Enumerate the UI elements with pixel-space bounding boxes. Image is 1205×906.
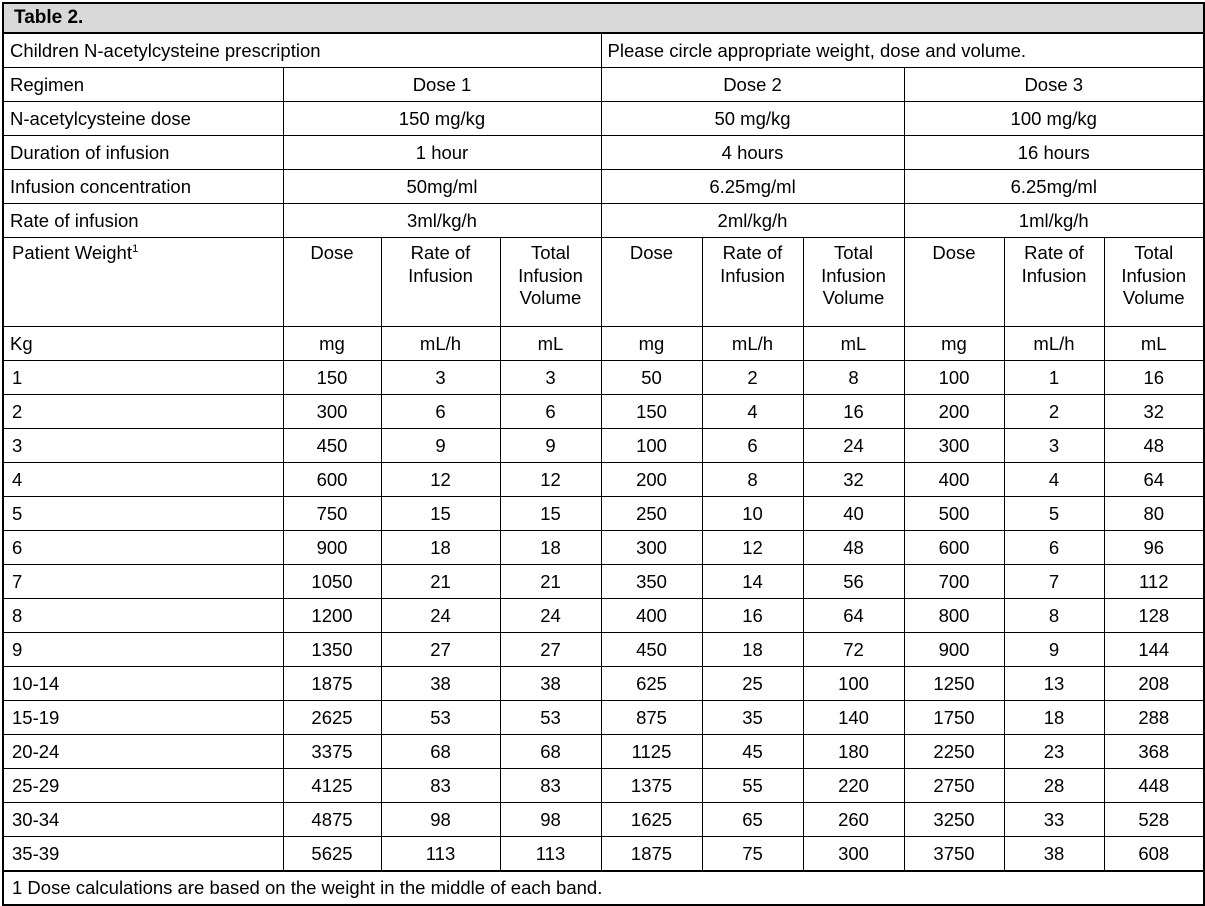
dose1-rate-cell: 98	[381, 803, 500, 837]
dose1-rate-header	[381, 238, 500, 327]
table-row	[3, 361, 1204, 395]
dose3-volume-cell: 144	[1104, 633, 1204, 667]
dose3-rate-header	[1004, 238, 1104, 327]
dose1-volume-cell: 98	[500, 803, 601, 837]
concentration-dose2: 6.25mg/ml	[601, 170, 904, 204]
patient-weight-cell: 30-34	[3, 803, 283, 837]
dose1-rate-cell: 6	[381, 395, 500, 429]
dose1-volume-header	[500, 238, 601, 327]
dose3-rate-cell: 23	[1004, 735, 1104, 769]
dose2-dose-cell: 350	[601, 565, 702, 599]
table-row	[3, 701, 1204, 735]
dose1-volume-unit: mL	[500, 327, 601, 361]
dose2-volume-cell: 16	[803, 395, 904, 429]
dose1-rate-cell: 24	[381, 599, 500, 633]
dose2-dose-cell: 50	[601, 361, 702, 395]
concentration-dose3: 6.25mg/ml	[904, 170, 1204, 204]
dose3-rate-cell: 7	[1004, 565, 1104, 599]
duration-dose3: 16 hours	[904, 136, 1204, 170]
dose3-volume-cell: 608	[1104, 837, 1204, 872]
dose1-volume-cell: 83	[500, 769, 601, 803]
volume-line-1: Total	[530, 242, 571, 263]
dose2-rate-cell: 45	[702, 735, 803, 769]
dose3-volume-cell: 368	[1104, 735, 1204, 769]
dose2-dose-cell: 250	[601, 497, 702, 531]
dose1-rate-cell: 3	[381, 361, 500, 395]
dose3-dose-cell: 900	[904, 633, 1004, 667]
patient-weight-cell: 4	[3, 463, 283, 497]
dose2-rate-cell: 75	[702, 837, 803, 872]
table-row	[3, 429, 1204, 463]
patient-weight-cell: 5	[3, 497, 283, 531]
patient-weight-cell: 1	[3, 361, 283, 395]
dose1-volume-cell: 113	[500, 837, 601, 872]
dose1-rate-cell: 113	[381, 837, 500, 872]
patient-weight-header	[3, 238, 283, 327]
dose1-dose-cell: 1350	[283, 633, 381, 667]
dose1-dose-cell: 1200	[283, 599, 381, 633]
dose3-volume-cell: 112	[1104, 565, 1204, 599]
table-intro-row	[3, 33, 1204, 68]
dose1-dose-header: Dose	[283, 238, 381, 327]
dose1-rate-cell: 38	[381, 667, 500, 701]
dose2-rate-cell: 10	[702, 497, 803, 531]
dose1-rate-cell: 27	[381, 633, 500, 667]
dose2-rate-cell: 12	[702, 531, 803, 565]
dose3-rate-cell: 33	[1004, 803, 1104, 837]
dose1-dose-cell: 450	[283, 429, 381, 463]
dose2-rate-cell: 18	[702, 633, 803, 667]
dose1-rate-unit: mL/h	[381, 327, 500, 361]
rate-line-1: Rate of	[1024, 242, 1084, 263]
dose2-volume-cell: 260	[803, 803, 904, 837]
patient-weight-cell: 25-29	[3, 769, 283, 803]
dose3-rate-cell: 38	[1004, 837, 1104, 872]
rate-of-infusion-dose3: 1ml/kg/h	[904, 204, 1204, 238]
dose2-dose-cell: 200	[601, 463, 702, 497]
dose2-dose-cell: 1875	[601, 837, 702, 872]
dose2-rate-cell: 16	[702, 599, 803, 633]
nac-dose-dose1: 150 mg/kg	[283, 102, 601, 136]
dose3-volume-cell: 128	[1104, 599, 1204, 633]
concentration-row	[3, 170, 1204, 204]
dose3-dose-cell: 400	[904, 463, 1004, 497]
nac-dose-dose3: 100 mg/kg	[904, 102, 1204, 136]
dose2-dose-cell: 1625	[601, 803, 702, 837]
dose1-dose-cell: 900	[283, 531, 381, 565]
regimen-dose1: Dose 1	[283, 68, 601, 102]
dose2-dose-cell: 1125	[601, 735, 702, 769]
dose1-dose-cell: 4125	[283, 769, 381, 803]
dose1-rate-cell: 15	[381, 497, 500, 531]
dose1-dose-cell: 2625	[283, 701, 381, 735]
concentration-label: Infusion concentration	[3, 170, 283, 204]
dose3-dose-cell: 2750	[904, 769, 1004, 803]
nac-dose-row	[3, 102, 1204, 136]
dose1-volume-cell: 3	[500, 361, 601, 395]
weight-unit: Kg	[3, 327, 283, 361]
dose3-volume-cell: 80	[1104, 497, 1204, 531]
table-row	[3, 565, 1204, 599]
dose1-dose-unit: mg	[283, 327, 381, 361]
column-header-row	[3, 238, 1204, 327]
dose3-rate-cell: 13	[1004, 667, 1104, 701]
dose1-dose-cell: 4875	[283, 803, 381, 837]
dose2-volume-cell: 48	[803, 531, 904, 565]
rate-line-2: Infusion	[1021, 264, 1087, 286]
volume-line-2: Infusion	[1121, 264, 1187, 286]
patient-weight-cell: 15-19	[3, 701, 283, 735]
dose3-rate-cell: 8	[1004, 599, 1104, 633]
dose2-volume-cell: 140	[803, 701, 904, 735]
volume-line-3: Volume	[1122, 287, 1185, 309]
dose2-rate-cell: 25	[702, 667, 803, 701]
patient-weight-cell: 35-39	[3, 837, 283, 872]
dose2-volume-cell: 24	[803, 429, 904, 463]
patient-weight-label: Patient Weight	[12, 242, 132, 263]
table-row	[3, 497, 1204, 531]
dose1-volume-cell: 38	[500, 667, 601, 701]
dose2-volume-cell: 64	[803, 599, 904, 633]
dose3-rate-cell: 4	[1004, 463, 1104, 497]
dose2-rate-cell: 35	[702, 701, 803, 735]
dose3-volume-header	[1104, 238, 1204, 327]
dose1-dose-cell: 750	[283, 497, 381, 531]
dose1-dose-cell: 1050	[283, 565, 381, 599]
dose1-rate-cell: 18	[381, 531, 500, 565]
regimen-dose2: Dose 2	[601, 68, 904, 102]
rate-of-infusion-row	[3, 204, 1204, 238]
rate-of-infusion-label: Rate of infusion	[3, 204, 283, 238]
regimen-row	[3, 68, 1204, 102]
dose2-dose-cell: 150	[601, 395, 702, 429]
table-title: Table 2.	[3, 3, 1204, 33]
dose3-rate-cell: 5	[1004, 497, 1104, 531]
dose1-rate-cell: 83	[381, 769, 500, 803]
dose2-dose-cell: 625	[601, 667, 702, 701]
table-row	[3, 633, 1204, 667]
dose2-dose-cell: 100	[601, 429, 702, 463]
dose2-dose-cell: 450	[601, 633, 702, 667]
dose1-volume-cell: 15	[500, 497, 601, 531]
dose1-rate-cell: 21	[381, 565, 500, 599]
duration-dose2: 4 hours	[601, 136, 904, 170]
dose3-dose-cell: 100	[904, 361, 1004, 395]
dose2-volume-cell: 100	[803, 667, 904, 701]
rate-line-2: Infusion	[720, 264, 785, 286]
dose1-volume-cell: 6	[500, 395, 601, 429]
patient-weight-cell: 8	[3, 599, 283, 633]
dose3-dose-cell: 2250	[904, 735, 1004, 769]
dose1-rate-cell: 12	[381, 463, 500, 497]
dose2-dose-header: Dose	[601, 238, 702, 327]
dose3-dose-cell: 600	[904, 531, 1004, 565]
table-row	[3, 667, 1204, 701]
dose1-volume-cell: 18	[500, 531, 601, 565]
dose2-rate-cell: 65	[702, 803, 803, 837]
patient-weight-footnote-marker: 1	[131, 242, 139, 255]
rate-line-1: Rate of	[722, 242, 783, 263]
dose2-dose-cell: 875	[601, 701, 702, 735]
dose1-rate-cell: 53	[381, 701, 500, 735]
dose3-rate-cell: 28	[1004, 769, 1104, 803]
dose1-dose-cell: 300	[283, 395, 381, 429]
volume-line-2: Infusion	[821, 264, 886, 286]
volume-line-1: Total	[1134, 242, 1174, 263]
dose2-rate-cell: 8	[702, 463, 803, 497]
dose3-dose-cell: 200	[904, 395, 1004, 429]
dose3-volume-cell: 288	[1104, 701, 1204, 735]
dose2-dose-unit: mg	[601, 327, 702, 361]
dose3-dose-cell: 1250	[904, 667, 1004, 701]
dose1-volume-cell: 9	[500, 429, 601, 463]
dose2-volume-cell: 300	[803, 837, 904, 872]
dose3-volume-cell: 96	[1104, 531, 1204, 565]
dose2-volume-unit: mL	[803, 327, 904, 361]
dose3-rate-cell: 2	[1004, 395, 1104, 429]
rate-of-infusion-dose2: 2ml/kg/h	[601, 204, 904, 238]
volume-line-1: Total	[833, 242, 874, 263]
dose2-volume-cell: 32	[803, 463, 904, 497]
dose2-rate-cell: 6	[702, 429, 803, 463]
table-row	[3, 803, 1204, 837]
dose3-rate-cell: 6	[1004, 531, 1104, 565]
dose2-volume-cell: 72	[803, 633, 904, 667]
patient-weight-cell: 2	[3, 395, 283, 429]
dose3-rate-cell: 3	[1004, 429, 1104, 463]
dose1-dose-cell: 600	[283, 463, 381, 497]
dose3-volume-cell: 32	[1104, 395, 1204, 429]
dose1-rate-cell: 9	[381, 429, 500, 463]
table-row	[3, 395, 1204, 429]
concentration-dose1: 50mg/ml	[283, 170, 601, 204]
dose3-dose-cell: 500	[904, 497, 1004, 531]
dose3-dose-cell: 1750	[904, 701, 1004, 735]
dose2-volume-cell: 8	[803, 361, 904, 395]
dose3-volume-cell: 528	[1104, 803, 1204, 837]
dose3-rate-cell: 9	[1004, 633, 1104, 667]
dose3-dose-cell: 700	[904, 565, 1004, 599]
dose3-dose-header: Dose	[904, 238, 1004, 327]
dose1-volume-cell: 68	[500, 735, 601, 769]
dose2-dose-cell: 300	[601, 531, 702, 565]
dose3-rate-unit: mL/h	[1004, 327, 1104, 361]
dose1-volume-cell: 12	[500, 463, 601, 497]
dose3-dose-unit: mg	[904, 327, 1004, 361]
dose3-volume-cell: 208	[1104, 667, 1204, 701]
dose2-volume-header	[803, 238, 904, 327]
circle-instruction: Please circle appropriate weight, dose and volume.	[601, 33, 1204, 68]
dose3-volume-cell: 48	[1104, 429, 1204, 463]
dose2-rate-cell: 55	[702, 769, 803, 803]
dose3-rate-cell: 18	[1004, 701, 1104, 735]
rate-of-infusion-dose1: 3ml/kg/h	[283, 204, 601, 238]
dose2-rate-cell: 4	[702, 395, 803, 429]
dose1-dose-cell: 5625	[283, 837, 381, 872]
dose1-rate-cell: 68	[381, 735, 500, 769]
patient-weight-cell: 10-14	[3, 667, 283, 701]
table-row	[3, 463, 1204, 497]
dose1-dose-cell: 1875	[283, 667, 381, 701]
dose3-volume-cell: 16	[1104, 361, 1204, 395]
volume-line-2: Infusion	[518, 264, 583, 286]
regimen-dose3: Dose 3	[904, 68, 1204, 102]
duration-row	[3, 136, 1204, 170]
dose3-volume-cell: 64	[1104, 463, 1204, 497]
table-row	[3, 769, 1204, 803]
prescription-label: Children N-acetylcysteine prescription	[3, 33, 601, 68]
dose2-rate-unit: mL/h	[702, 327, 803, 361]
rate-line-1: Rate of	[410, 242, 471, 263]
dose3-dose-cell: 800	[904, 599, 1004, 633]
dose3-volume-unit: mL	[1104, 327, 1204, 361]
dose1-volume-cell: 27	[500, 633, 601, 667]
dose3-dose-cell: 3750	[904, 837, 1004, 872]
dose2-rate-header	[702, 238, 803, 327]
regimen-label: Regimen	[3, 68, 283, 102]
table-row	[3, 837, 1204, 872]
table-row	[3, 599, 1204, 633]
patient-weight-cell: 6	[3, 531, 283, 565]
children-nac-prescription-table	[2, 2, 1205, 906]
dose1-volume-cell: 53	[500, 701, 601, 735]
dose1-volume-cell: 24	[500, 599, 601, 633]
dose1-volume-cell: 21	[500, 565, 601, 599]
units-row	[3, 327, 1204, 361]
patient-weight-cell: 20-24	[3, 735, 283, 769]
dose2-volume-cell: 40	[803, 497, 904, 531]
dose2-volume-cell: 220	[803, 769, 904, 803]
dose3-rate-cell: 1	[1004, 361, 1104, 395]
duration-label: Duration of infusion	[3, 136, 283, 170]
footnote-text: 1 Dose calculations are based on the weight in the middle of each band.	[3, 871, 1204, 905]
nac-dose-label: N-acetylcysteine dose	[3, 102, 283, 136]
dose2-rate-cell: 2	[702, 361, 803, 395]
dose3-dose-cell: 300	[904, 429, 1004, 463]
dose2-dose-cell: 400	[601, 599, 702, 633]
duration-dose1: 1 hour	[283, 136, 601, 170]
dose1-dose-cell: 3375	[283, 735, 381, 769]
dose2-dose-cell: 1375	[601, 769, 702, 803]
rate-line-2: Infusion	[408, 264, 473, 286]
volume-line-3: Volume	[822, 287, 885, 309]
patient-weight-cell: 9	[3, 633, 283, 667]
nac-dose-dose2: 50 mg/kg	[601, 102, 904, 136]
dose3-volume-cell: 448	[1104, 769, 1204, 803]
table-row	[3, 735, 1204, 769]
dose2-volume-cell: 56	[803, 565, 904, 599]
table-row	[3, 531, 1204, 565]
table-title-row	[3, 3, 1204, 33]
dose3-dose-cell: 3250	[904, 803, 1004, 837]
patient-weight-cell: 7	[3, 565, 283, 599]
volume-line-3: Volume	[519, 287, 582, 309]
patient-weight-cell: 3	[3, 429, 283, 463]
dose2-volume-cell: 180	[803, 735, 904, 769]
dose1-dose-cell: 150	[283, 361, 381, 395]
dose2-rate-cell: 14	[702, 565, 803, 599]
